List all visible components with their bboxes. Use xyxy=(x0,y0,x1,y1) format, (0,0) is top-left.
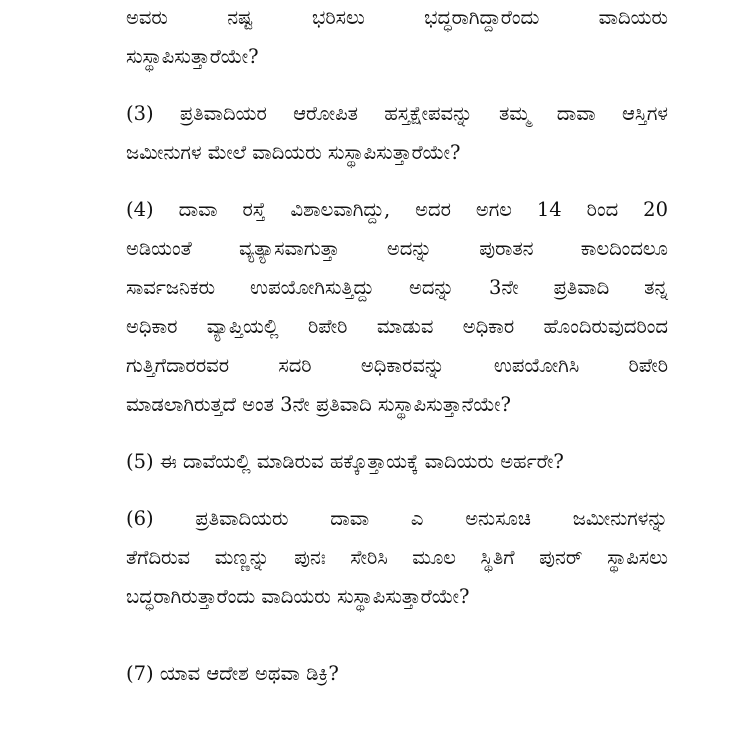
text-line: ಅಡಿಯಂತೆ ವ್ಯತ್ಯಾಸವಾಗುತ್ತಾ ಅದನ್ನು ಪುರಾತನ ಕಾಲದಿಂದಲೂ xyxy=(126,237,668,260)
text-line: (5) ಈ ದಾವೆಯಲ್ಲಿ ಮಾಡಿರುವ ಹಕ್ಕೊತ್ತಾಯಕ್ಕೆ ವಾದಿಯರು ಅರ್ಹರೇ? xyxy=(126,450,564,473)
issue-paragraph-continued xyxy=(126,0,668,76)
text-line: ಅವರು ನಷ್ಟ ಭರಿಸಲು ಭದ್ಧರಾಗಿದ್ದಾರೆಂದು ವಾದಿಯರು xyxy=(126,6,668,29)
issue-paragraph-4 xyxy=(126,190,668,424)
text-line: ಸುಸ್ಥಾಪಿಸುತ್ತಾರೆಯೇ? xyxy=(126,45,259,68)
text-line: ಗುತ್ತಿಗೆದಾರರವರ ಸದರಿ ಅಧಿಕಾರವನ್ನು ಉಪಯೋಗಿಸಿ ರಿಪೇರಿ xyxy=(126,354,668,377)
document-page xyxy=(126,0,668,711)
text-line: ತೆಗೆದಿರುವ ಮಣ್ಣನ್ನು ಪುನಃ ಸೇರಿಸಿ ಮೂಲ ಸ್ಥಿತಿಗೆ ಪುನರ್ ಸ್ಥಾಪಿಸಲು xyxy=(126,546,668,569)
issue-paragraph-5 xyxy=(126,442,668,481)
text-line: (6) ಪ್ರತಿವಾದಿಯರು ದಾವಾ ಎ ಅನುಸೂಚಿ ಜಮೀನುಗಳನ್ನು xyxy=(126,507,668,530)
text-line: ಸಾರ್ವಜನಿಕರು ಉಪಯೋಗಿಸುತ್ತಿದ್ದು ಅದನ್ನು 3ನೇ ಪ್ರತಿವಾದಿ ತನ್ನ xyxy=(126,276,668,299)
issue-paragraph-7 xyxy=(126,654,668,693)
text-line: ಮಾಡಲಾಗಿರುತ್ತದೆ ಅಂತ 3ನೇ ಪ್ರತಿವಾದಿ ಸುಸ್ಥಾಪಿಸುತ್ತಾನೆಯೇ? xyxy=(126,393,511,416)
text-line: (7) ಯಾವ ಆದೇಶ ಅಥವಾ ಡಿಕ್ರಿ? xyxy=(126,662,339,685)
text-line: ಜಮೀನುಗಳ ಮೇಲೆ ವಾದಿಯರು ಸುಸ್ಥಾಪಿಸುತ್ತಾರೆಯೇ? xyxy=(126,141,461,164)
text-line: ಬದ್ಧರಾಗಿರುತ್ತಾರೆಂದು ವಾದಿಯರು ಸುಸ್ಥಾಪಿಸುತ್ತಾರೆಯೇ? xyxy=(126,585,470,608)
text-line: ಅಧಿಕಾರ ವ್ಯಾಪ್ತಿಯಲ್ಲಿ ರಿಪೇರಿ ಮಾಡುವ ಅಧಿಕಾರ ಹೊಂದಿರುವುದರಿಂದ xyxy=(126,315,668,338)
text-line: (4) ದಾವಾ ರಸ್ತೆ ವಿಶಾಲವಾಗಿದ್ದು, ಅದರ ಅಗಲ 14 ರಿಂದ 20 xyxy=(126,198,668,221)
issue-paragraph-6 xyxy=(126,499,668,616)
text-line: (3) ಪ್ರತಿವಾದಿಯರ ಆರೋಪಿತ ಹಸ್ತಕ್ಷೇಪವನ್ನು ತಮ್ಮ ದಾವಾ ಆಸ್ತಿಗಳ xyxy=(126,102,668,125)
issue-paragraph-3 xyxy=(126,94,668,172)
